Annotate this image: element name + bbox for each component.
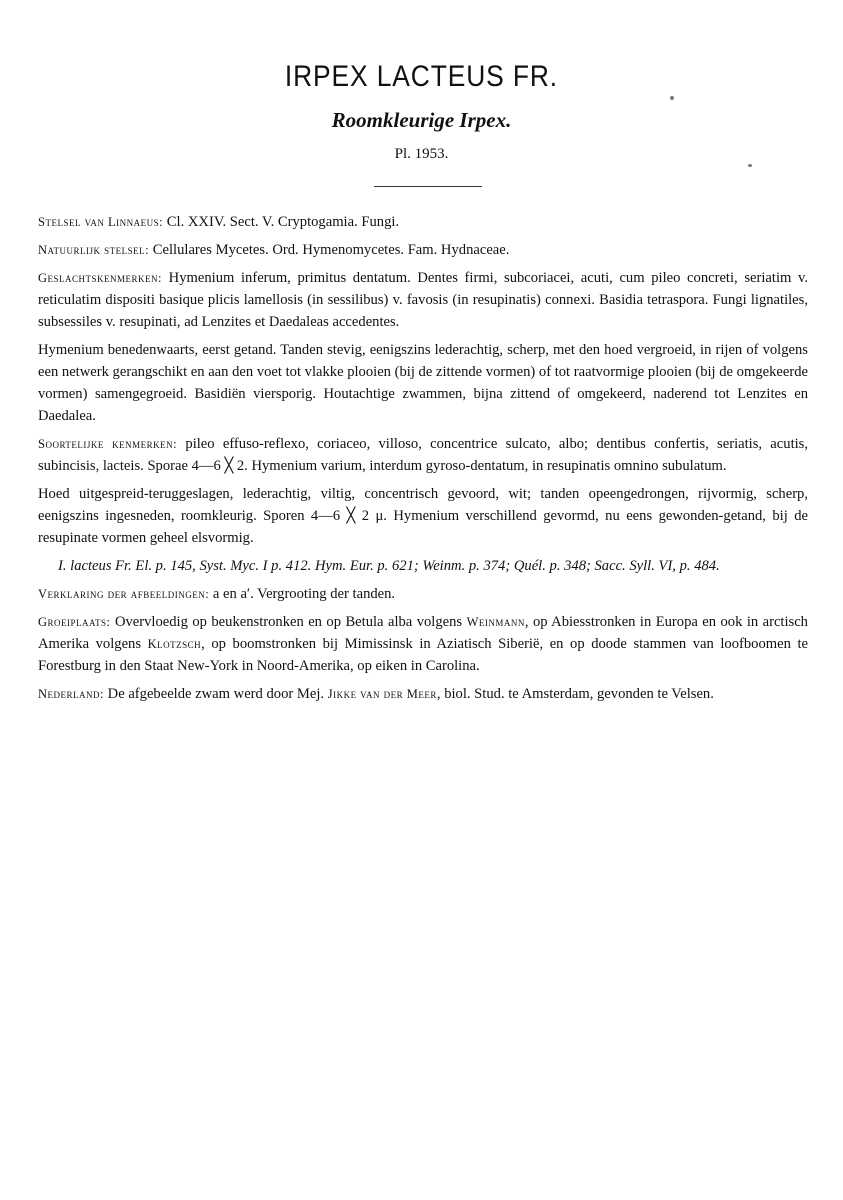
section-label: Nederland: [38,687,104,701]
section-text: pileo effuso-reflexo, coriaceo, villoso, concentrice sulcato, albo; dentibus confertis, seriatis, acutis, subincisis, lacteis. Sporae 4—6 ╳ 2. Hymenium varium, interdum gyroso-dentatum, in resupinatis omnino subulatum. [38,436,809,474]
section-text: Cl. XXIV. Sect. V. Cryptogamia. Fungi. [166,214,400,230]
person-name: Jikke van der Meer [327,687,437,701]
section-geslacht-dutch: Hymenium benedenwaarts, eerst getand. Tanden stevig, eenigszins lederachtig, scherp, met den hoed vergroeid, in rijen of volgens een netwerk gerangschikt en aan den voet tot vlakke plooien (bij de zittende vormen) of tot raatvormige plooien (bij de omgekeerde vormen) samengegroeid. Basidiën viersporig. Houtachtige zwammen, bijna zittend of omgekeerd, naderend tot Lenzites en Daedalea. [38,342,808,424]
section-text: a en a′. Vergrooting der tanden. [212,586,396,602]
section-soort-dutch: Hoed uitgespreid-teruggeslagen, lederachtig, viltig, concentrisch gevoord, wit; tanden opeengedrongen, rijvormig, scherp, eenigszins ingesneden, roomkleurig. Sporen 4—6 ╳ 2 μ. Hymenium verschillend gevormd, nu eens gewonden-getand, bij de resupinate vormen geheel elsvormig. [38,486,808,546]
page-title: IRPEX LACTEUS FR. [284,60,559,93]
section-text: , biol. Stud. te Amsterdam, gevonden te Velsen. [436,686,714,702]
print-speck [748,164,752,167]
section-text: Overvloedig op beukenstronken en op Betula alba volgens [114,614,463,630]
section-groeiplaats [38,611,808,677]
section-text: , op Abiesstronken in Europa en ook in arctisch Amerika volgens [38,614,808,652]
section-label: Geslachtskenmerken: [38,271,163,285]
section-label: Verklaring der afbeeldingen: [38,587,210,601]
section-verklaring [38,583,808,605]
page-subtitle: Roomkleurige Irpex. [331,108,512,132]
section-soortelijke [38,433,808,477]
section-nederland [38,683,808,705]
section-label: Soortelijke kenmerken: [38,437,178,451]
section-text: De afgebeelde zwam werd door Mej. [107,686,325,702]
section-geslachtskenmerken [38,267,808,333]
section-label: Stelsel van Linnaeus: [38,215,164,229]
document-body [38,211,808,711]
section-stelsel-linnaeus [38,211,808,233]
section-label: Groeiplaats: [38,615,111,629]
print-speck [670,96,674,100]
section-text: , op boomstronken bij Mimissinsk in Aziatisch Siberië, en op doode stammen van loofboomen te Forestburg in den Staat New-York in Noord-Amerika, op eiken in Carolina. [38,636,809,674]
section-text: Hymenium inferum, primitus dentatum. Dentes firmi, subcoriacei, acuti, cum pileo concreti, seriatim v. reticulatim dispositi basique plicis lamellosis (in sessilibus) v. favosis (in resupinatis) connexi. Basidia tetraspora. Fungi lignatiles, subsessiles v. resupinati, ad Lenzites et Daedaleas accedentes. [38,270,808,330]
section-references: I. lacteus Fr. El. p. 145, Syst. Myc. I p. 412. Hym. Eur. p. 621; Weinm. p. 374; Quél. p. 348; Sacc. Syll. VI, p. 484. [58,558,720,574]
section-natuurlijk-stelsel [38,239,808,261]
title-divider [374,186,482,187]
plate-number: Pl. 1953. [394,146,449,162]
section-label: Natuurlijk stelsel: [38,243,150,257]
section-text: Cellulares Mycetes. Ord. Hymenomycetes. Fam. Hydnaceae. [152,242,510,258]
person-name: Klotzsch [147,637,202,651]
person-name: Weinmann [466,615,525,629]
